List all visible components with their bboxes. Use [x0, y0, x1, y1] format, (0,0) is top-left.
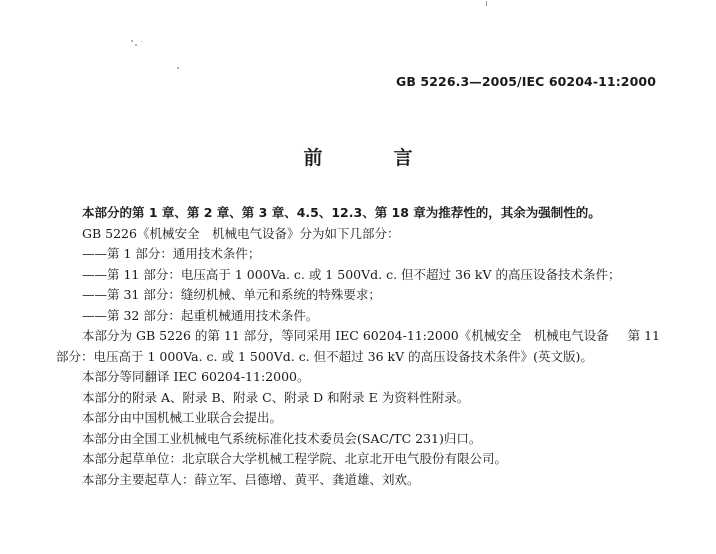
paragraph-text: 第 11 — [627, 328, 660, 343]
paragraph: 本部分起草单位：北京联合大学机械工程学院、北京北开电气股份有限公司。 — [82, 451, 508, 466]
page-title: 前 言 — [303, 147, 439, 169]
paragraph: 本部分等同翻译 IEC 60204-11:2000。 — [82, 369, 310, 384]
paragraph-line: 部分：电压高于 1 000Va. c. 或 1 500Vd. c. 但不超过 36 kV 的高压设备技术条件》(英文版)。 — [56, 348, 593, 364]
list-item: ——第 1 部分：通用技术条件； — [82, 246, 261, 261]
scan-speck — [135, 44, 137, 46]
paragraph: 本部分的附录 A、附录 B、附录 C、附录 D 和附录 E 为资料性附录。 — [82, 389, 470, 405]
mandatory-notice: 本部分的第 1 章、第 2 章、第 3 章、4.5、12.3、第 18 章为推荐性的，其余为强制性的。 — [82, 205, 601, 220]
paragraph: 本部分主要起草人：薛立军、吕德增、黄平、龚道雄、刘欢。 — [82, 471, 420, 487]
standard-code: GB 5226.3—2005/IEC 60204-11:2000 — [395, 74, 656, 89]
scan-speck — [177, 67, 179, 69]
scan-speck — [131, 40, 133, 42]
scan-speck — [141, 41, 142, 42]
paragraph: GB 5226《机械安全 机械电气设备》分为如下几部分： — [82, 225, 400, 241]
scan-speck — [486, 1, 487, 6]
paragraph: 本部分由中国机械工业联合会提出。 — [82, 410, 283, 425]
paragraph: 本部分由全国工业机械电气系统标准化技术委员会(SAC/TC 231)归口。 — [82, 430, 482, 446]
paragraph-line — [56, 326, 660, 347]
list-item: ——第 31 部分：缝纫机械、单元和系统的特殊要求； — [82, 287, 381, 302]
list-item: ——第 32 部分：起重机械通用技术条件。 — [82, 307, 319, 323]
foreword-body — [56, 203, 660, 490]
list-item: ——第 11 部分：电压高于 1 000Va. c. 或 1 500Vd. c. 但不超过 36 kV 的高压设备技术条件； — [82, 266, 621, 282]
paragraph-text: 本部分为 GB 5226 的第 11 部分，等同采用 IEC 60204-11:2000《机械安全 机械电气设备 — [82, 328, 609, 343]
